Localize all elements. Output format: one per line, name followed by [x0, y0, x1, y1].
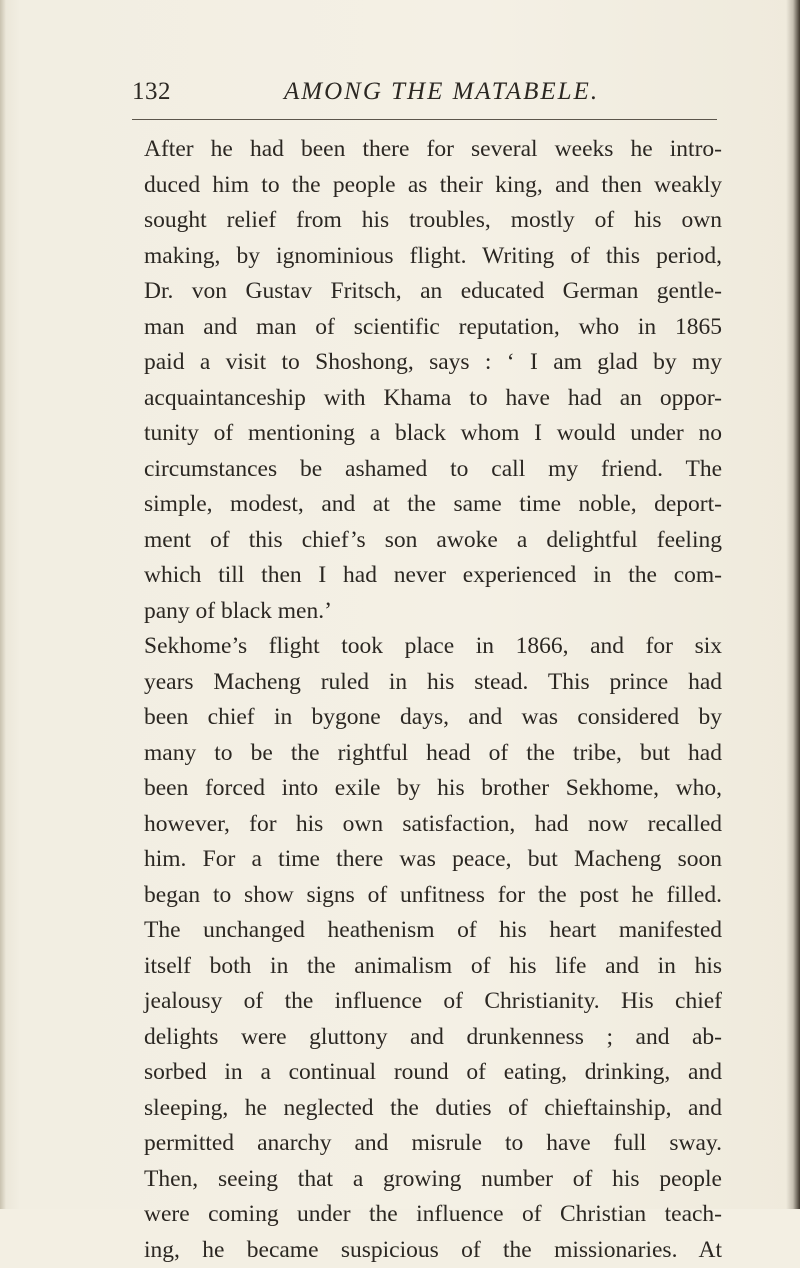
text-line: man and man of scientific reputation, who in 1865: [144, 310, 722, 346]
body-text: [144, 132, 722, 1268]
text-line: Dr. von Gustav Fritsch, an educated German gentle-: [144, 274, 722, 310]
text-line: many to be the rightful head of the tribe, but had: [144, 736, 722, 772]
text-line: Sekhome’s flight took place in 1866, and for six: [144, 629, 722, 665]
text-line: sorbed in a continual round of eating, drinking, and: [144, 1055, 722, 1091]
text-line: been chief in bygone days, and was considered by: [144, 700, 722, 736]
running-title: AMONG THE MATABELE.: [284, 78, 599, 106]
text-line: jealousy of the influence of Christianity. His chief: [144, 984, 722, 1020]
page-edge-shadow: [786, 0, 800, 1209]
text-line: making, by ignominious flight. Writing of this period,: [144, 239, 722, 275]
text-line: The unchanged heathenism of his heart manifested: [144, 913, 722, 949]
text-line: pany of black men.’: [144, 594, 722, 630]
page-header: [132, 78, 722, 114]
text-line: sleeping, he neglected the duties of chieftainship, and: [144, 1091, 722, 1127]
text-line: which till then I had never experienced in the com-: [144, 558, 722, 594]
header-rule: [132, 119, 717, 120]
text-line: permitted anarchy and misrule to have full sway.: [144, 1126, 722, 1162]
text-line: ment of this chief’s son awoke a delightful feeling: [144, 523, 722, 559]
text-line: Then, seeing that a growing number of his people: [144, 1162, 722, 1198]
text-line: began to show signs of unfitness for the post he filled.: [144, 878, 722, 914]
text-line: been forced into exile by his brother Sekhome, who,: [144, 771, 722, 807]
text-line: however, for his own satisfaction, had now recalled: [144, 807, 722, 843]
text-line: After he had been there for several weeks he intro-: [144, 132, 722, 168]
text-line: duced him to the people as their king, and then weakly: [144, 168, 722, 204]
page-number: 132: [132, 78, 171, 106]
text-line: years Macheng ruled in his stead. This prince had: [144, 665, 722, 701]
text-line: acquaintanceship with Khama to have had an oppor-: [144, 381, 722, 417]
text-line: delights were gluttony and drunkenness ; and ab-: [144, 1020, 722, 1056]
text-line: sought relief from his troubles, mostly of his own: [144, 203, 722, 239]
text-line: itself both in the animalism of his life and in his: [144, 949, 722, 985]
text-line: tunity of mentioning a black whom I would under no: [144, 416, 722, 452]
text-line: paid a visit to Shoshong, says : ‘ I am glad by my: [144, 345, 722, 381]
text-line: were coming under the influence of Christian teach-: [144, 1197, 722, 1233]
page-gutter-shadow: [0, 0, 6, 1209]
text-line: ing, he became suspicious of the missionaries. At: [144, 1233, 722, 1268]
text-line: him. For a time there was peace, but Macheng soon: [144, 842, 722, 878]
text-line: simple, modest, and at the same time noble, deport-: [144, 487, 722, 523]
text-line: circumstances be ashamed to call my friend. The: [144, 452, 722, 488]
